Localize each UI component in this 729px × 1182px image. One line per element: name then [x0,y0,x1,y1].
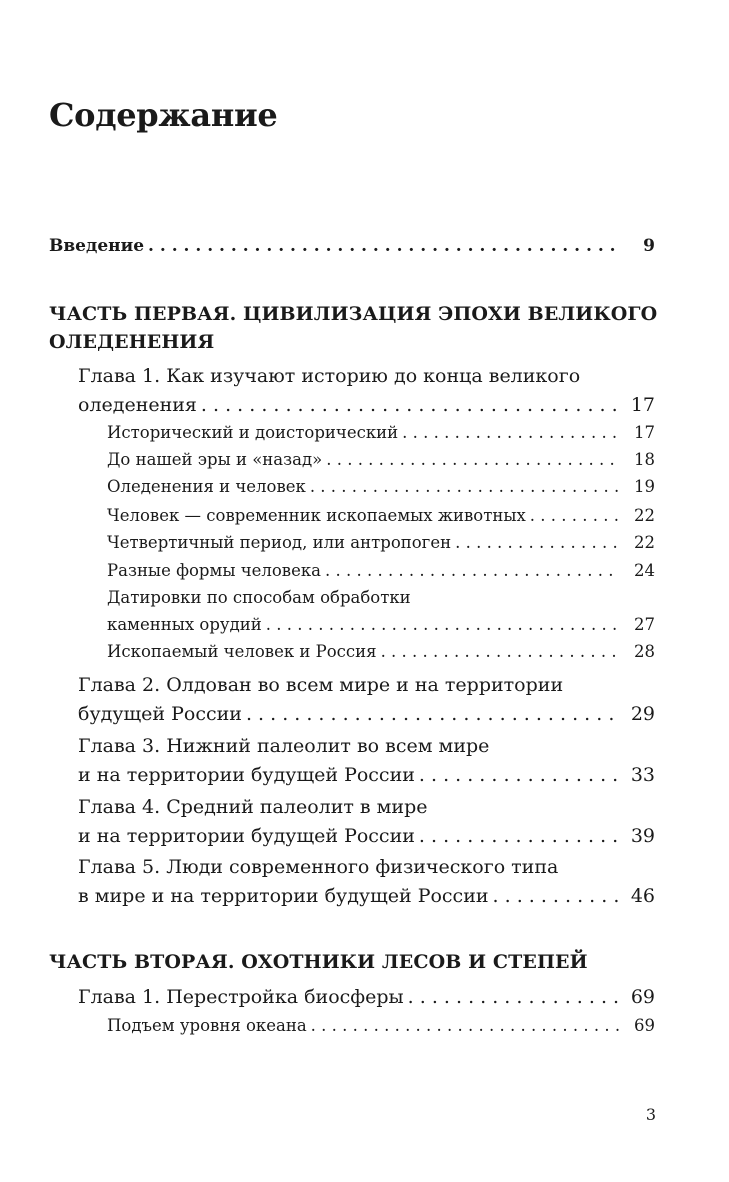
toc-chapter-1-part2[interactable] [78,983,655,1012]
section-title: Ископаемый человек и Россия [107,642,377,661]
toc-chapter-3[interactable] [78,732,655,790]
dot-leader [408,983,619,1012]
toc-page-number: 17 [634,423,655,442]
toc-page-number: 46 [630,885,655,907]
dot-leader [455,529,619,556]
chapter-title-line: Глава 1. Как изучают историю до конца великого [78,365,581,387]
section-title: Подъем уровня океана [107,1016,307,1035]
part-heading-2: ЧАСТЬ ВТОРАЯ. ОХОТНИКИ ЛЕСОВ И СТЕПЕЙ [49,951,588,973]
page-number: 3 [645,1105,656,1124]
chapter-title-line: Глава 4. Средний палеолит в мире [78,796,428,818]
chapter-title-line: будущей России [78,703,242,725]
dot-leader [493,882,619,911]
section-title: Человек — современник ископаемых животных [107,506,526,525]
toc-page-number: 24 [634,561,655,580]
toc-page-number: 33 [630,764,655,786]
section-title-line: Датировки по способам обработки [107,588,411,607]
section-title: каменных орудий [107,615,262,634]
section-title: Разные формы человека [107,561,321,580]
toc-chapter-1[interactable] [78,362,655,420]
dot-leader [201,391,619,420]
chapter-title-line: оледенения [78,394,197,416]
dot-leader [402,419,619,446]
part-heading-1: ЧАСТЬ ПЕРВАЯ. ЦИВИЛИЗАЦИЯ ЭПОХИ ВЕЛИКОГО ОЛЕДЕНЕНИЯ [49,303,658,353]
toc-chapter-5[interactable] [78,853,655,911]
toc-page-number: 39 [630,825,655,847]
toc-entry-title: Введение [49,236,145,256]
dot-leader [310,473,619,500]
dot-leader [530,502,619,529]
toc-section[interactable] [107,473,655,500]
toc-page-number: 19 [634,477,655,496]
toc-section[interactable] [107,419,655,446]
chapter-title-line: в мире и на территории будущей России [78,885,489,907]
toc-section[interactable] [107,529,655,556]
toc-section[interactable] [107,638,655,665]
toc-section[interactable] [107,502,655,529]
toc-page-number: 22 [634,506,655,525]
chapter-title-line: Глава 2. Олдован во всем мире и на территории [78,674,564,696]
toc-page-number: 9 [643,236,655,256]
toc-page-number: 27 [634,615,655,634]
section-title: Исторический и доисторический [107,423,399,442]
chapter-title-line: Глава 1. Перестройка биосферы [78,986,404,1008]
toc-section[interactable] [107,584,655,638]
dot-leader [246,700,619,729]
chapter-title-line: Глава 5. Люди современного физического типа [78,856,559,878]
toc-page-number: 69 [634,1016,655,1035]
toc-chapter-4[interactable] [78,793,655,851]
toc-page-number: 22 [634,533,655,552]
chapter-title-line: Глава 3. Нижний палеолит во всем мире [78,735,490,757]
dot-leader [266,611,619,638]
toc-section[interactable] [107,1012,655,1039]
dot-leader [325,557,619,584]
toc-page-number: 18 [634,450,655,469]
toc-page-number: 69 [630,986,655,1008]
dot-leader [148,236,619,256]
dot-leader [311,1012,619,1039]
toc-section[interactable] [107,446,655,473]
chapter-title-line: и на территории будущей России [78,764,415,786]
dot-leader [419,822,619,851]
toc-entry-introduction[interactable] [49,236,655,256]
section-title: Четвертичный период, или антропоген [107,533,452,552]
dot-leader [326,446,619,473]
dot-leader [419,761,619,790]
page-title: Содержание [49,96,278,134]
toc-page-number: 17 [630,394,655,416]
section-title: Оледенения и человек [107,477,306,496]
toc-chapter-2[interactable] [78,671,655,729]
dot-leader [381,638,619,665]
toc-section[interactable] [107,557,655,584]
chapter-title-line: и на территории будущей России [78,825,415,847]
toc-page-number: 29 [630,703,655,725]
toc-page-number: 28 [634,642,655,661]
section-title: До нашей эры и «назад» [107,450,323,469]
